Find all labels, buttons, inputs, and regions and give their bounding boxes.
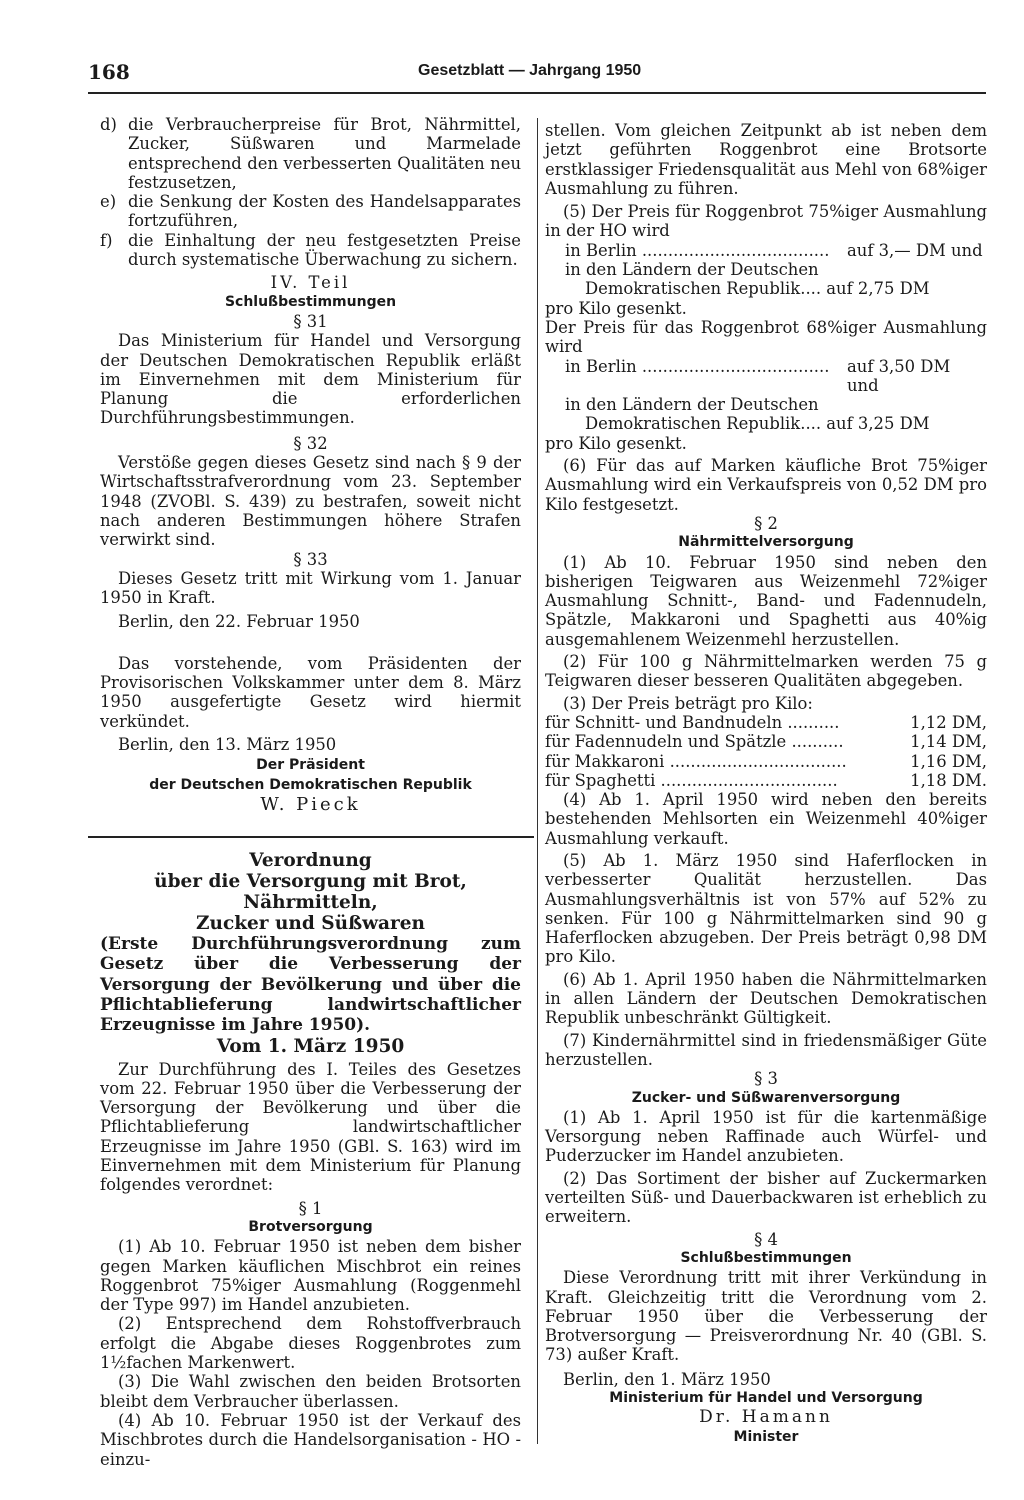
- price-list-row: [545, 752, 987, 771]
- paragraph-text: stellen. Vom gleichen Zeitpunkt ab ist neben dem jetzt geführten Roggenbrot eine Brotsorte erstklassiger Friedensqualität aus Mehl von 68%iger Ausmahlung zu führen.: [545, 121, 987, 198]
- date-line: Berlin, den 13. März 1950: [118, 734, 337, 754]
- paragraph-number: § 33: [293, 549, 328, 569]
- part-heading: IV. Teil: [270, 273, 351, 293]
- section-heading: Zucker- und Süßwarenversorgung: [631, 1089, 901, 1106]
- paragraph-text: Dieses Gesetz tritt mit Wirkung vom 1. Januar 1950 in Kraft.: [100, 568, 521, 608]
- paragraph-text: (4) Ab 10. Februar 1950 ist der Verkauf des Mischbrotes durch die Handelsorganisation - HO - einzu-: [100, 1410, 521, 1469]
- paragraph-text: (2) Entsprechend dem Rohstoffverbrauch erfolgt die Abgabe dieses Roggenbrotes zum 1½fachen Markenwert.: [100, 1314, 521, 1373]
- section-heading: Brotversorgung: [248, 1218, 373, 1235]
- signer-name: Dr. Hamann: [699, 1407, 833, 1428]
- paragraph-number: § 1: [298, 1198, 323, 1218]
- paragraph-text: pro Kilo gesenkt.: [545, 433, 687, 453]
- list-text: die Verbraucherpreise für Brot, Nährmittel, Zucker, Süßwaren und Marmelade entsprechend den verbesserten Qualitäten neu festzusetzen,: [128, 115, 521, 192]
- date-line: Berlin, den 22. Februar 1950: [118, 612, 360, 632]
- price-row: [545, 260, 987, 279]
- paragraph-text: Diese Verordnung tritt mit ihrer Verkündung in Kraft. Gleichzeitig tritt die Verordnung vom 2. Februar 1950 über die Verbesserung der Brotversorgung — Preisverordnung Nr. 40 (GBl. S. 73) außer Kraft.: [545, 1268, 987, 1365]
- list-item: [100, 192, 521, 231]
- price-value: 1,18 DM.: [910, 770, 987, 790]
- left-column: [100, 115, 521, 1469]
- ordinance-title: über die Versorgung mit Brot, Nährmitteln,: [154, 871, 467, 914]
- price-row: [545, 279, 987, 298]
- list-item: [100, 231, 521, 270]
- price-value: auf 3,50 DM und: [847, 356, 951, 395]
- list-marker: d): [100, 115, 117, 134]
- price-location: in den Ländern der Deutschen: [565, 260, 819, 280]
- page-number: 168: [88, 60, 130, 84]
- price-value: 1,12 DM,: [910, 712, 987, 732]
- paragraph-text: Das Ministerium für Handel und Versorgung der Deutschen Demokratischen Republik erläßt im Einvernehmen mit dem Ministerium für Planung die erforderlichen Durchführungsbestimmungen.: [100, 331, 521, 428]
- paragraph-number: § 31: [293, 311, 328, 331]
- price-list-row: [545, 732, 987, 751]
- paragraph-text: (5) Ab 1. März 1950 sind Haferflocken in verbesserter Qualität herzustellen. Das Ausmahlungsverhältnis ist von 57% auf 52% zu senken. Für 100 g Nährmittelmarken sind 90 g Haferflocken abzugeben. Der Preis beträgt 0,98 DM pro Kilo.: [545, 850, 987, 967]
- paragraph-number: § 3: [754, 1069, 778, 1089]
- paragraph-text: (4) Ab 1. April 1950 wird neben den bereits bestehenden Mehlsorten ein Weizenmehl 40%iger Ausmahlung verkauft.: [545, 790, 987, 848]
- paragraph-text: (2) Das Sortiment der bisher auf Zuckermarken verteilten Süß- und Dauerbackwaren ist erheblich zu erweitern.: [545, 1168, 987, 1227]
- price-list-row: [545, 713, 987, 732]
- signer-role: Der Präsident: [256, 757, 365, 774]
- price-row: [545, 414, 987, 433]
- paragraph-text: (6) Ab 1. April 1950 haben die Nährmittelmarken in allen Ländern der Deutschen Demokratischen Republik unbeschränkt Gültigkeit.: [545, 969, 987, 1028]
- paragraph-text: (3) Der Preis beträgt pro Kilo:: [563, 693, 813, 713]
- price-location: Demokratischen Republik.... auf 2,75 DM: [585, 279, 930, 299]
- paragraph-text: (5) Der Preis für Roggenbrot 75%iger Ausmahlung in der HO wird: [545, 202, 987, 241]
- page-header: [88, 58, 986, 94]
- paragraph-text: (6) Für das auf Marken käufliche Brot 75%iger Ausmahlung wird ein Verkaufspreis von 0,52 DM pro Kilo festgesetzt.: [545, 456, 987, 514]
- column-divider: [537, 118, 538, 1444]
- paragraph-text: (2) Für 100 g Nährmittelmarken werden 75 g Teigwaren dieser besseren Qualitäten abgegeben.: [545, 652, 987, 691]
- section-heading: Schlußbestimmungen: [680, 1249, 852, 1266]
- promulgation-text: Das vorstehende, vom Präsidenten der Provisorischen Volkskammer unter dem 8. März 1950 ausgefertigte Gesetz wird hiermit verkündet.: [100, 653, 521, 731]
- paragraph-number: § 32: [293, 433, 328, 453]
- signer-title: Minister: [733, 1428, 799, 1445]
- ordinance-title: Zucker und Süßwaren: [195, 913, 426, 935]
- list-marker: e): [100, 192, 117, 212]
- section-heading: Schlußbestimmungen: [224, 293, 397, 310]
- paragraph-number: § 2: [754, 513, 778, 533]
- paragraph-text: (7) Kindernährmittel sind in friedensmäßiger Güte herzustellen.: [545, 1030, 987, 1069]
- paragraph-text: (1) Ab 10. Februar 1950 sind neben den bisherigen Teigwaren aus Weizenmehl 72%iger Ausmahlung Schnitt-, Band- und Fadennudeln, Spätzle, Makkaroni und Spaghetti aus 40%ig ausgemahlenem Weizenmehl herzustellen.: [545, 552, 987, 649]
- price-location: in Berlin ....................................: [565, 240, 830, 260]
- paragraph-text: Der Preis für das Roggenbrot 68%iger Ausmahlung wird: [545, 317, 987, 357]
- price-item: für Makkaroni ..................................: [545, 751, 847, 771]
- price-location: in den Ländern der Deutschen: [565, 395, 819, 415]
- price-value: 1,16 DM,: [910, 751, 987, 771]
- running-title: Gesetzblatt — Jahrgang 1950: [418, 62, 642, 79]
- paragraph-text: (3) Die Wahl zwischen den beiden Brotsorten bleibt dem Verbraucher überlassen.: [100, 1372, 521, 1411]
- list-marker: f): [100, 230, 113, 250]
- price-item: für Fadennudeln und Spätzle ..........: [545, 732, 844, 752]
- section-heading: Nährmittelversorgung: [678, 534, 854, 551]
- price-row: [545, 241, 987, 260]
- ordinance-title: Verordnung: [249, 850, 372, 872]
- price-item: für Schnitt- und Bandnudeln ..........: [545, 712, 840, 732]
- ordinance-intro: Zur Durchführung des I. Teiles des Gesetzes vom 22. Februar 1950 über die Verbesserung der Versorgung der Bevölkerung und über die Pflichtablieferung landwirtschaftlicher Erzeugnisse im Jahre 1950 (GBl. S. 163) wird im Einvernehmen mit dem Ministerium für Planung folgendes verordnet:: [100, 1059, 521, 1195]
- list-text: die Senkung der Kosten des Handelsapparates fortzuführen,: [128, 192, 521, 231]
- list-item: [100, 115, 521, 192]
- price-location: Demokratischen Republik.... auf 3,25 DM: [585, 414, 930, 434]
- price-list-row: [545, 771, 987, 790]
- paragraph-text: (1) Ab 1. April 1950 ist für die kartenmäßige Versorgung neben Raffinade auch Würfel- und Puderzucker im Handel anzubieten.: [545, 1107, 987, 1166]
- paragraph-text: pro Kilo gesenkt.: [545, 298, 687, 318]
- right-column: [545, 121, 987, 1447]
- ordinance-date: Vom 1. März 1950: [216, 1035, 405, 1057]
- price-item: für Spaghetti ..................................: [545, 770, 838, 790]
- signer-name: W. Pieck: [260, 793, 361, 815]
- paragraph-number: § 4: [754, 1229, 778, 1249]
- list-text: die Einhaltung der neu festgesetzten Preise durch systematische Überwachung zu sichern.: [128, 230, 521, 270]
- date-line: Berlin, den 1. März 1950: [563, 1369, 771, 1389]
- price-row: [545, 395, 987, 414]
- price-value: 1,14 DM,: [910, 732, 987, 752]
- price-row: [545, 357, 987, 396]
- price-location: in Berlin ....................................: [565, 356, 830, 376]
- price-value: auf 3,— DM und: [847, 240, 983, 260]
- ordinance-subtitle: (Erste Durchführungsverordnung zum Gesetz über die Verbesserung der Versorgung der Bevölkerung und über die Pflichtablieferung landwirtschaftlicher Erzeugnisse im Jahre 1950).: [100, 934, 521, 1036]
- signer-role: der Deutschen Demokratischen Republik: [149, 776, 472, 793]
- paragraph-text: Verstöße gegen dieses Gesetz sind nach § 9 der Wirtschaftsstrafverordnung vom 23. September 1948 (ZVOBl. S. 439) zu bestrafen, soweit nicht nach anderen Bestimmungen höhere Strafen verwirkt sind.: [100, 453, 521, 550]
- paragraph-text: (1) Ab 10. Februar 1950 ist neben dem bisher gegen Marken käuflichen Mischbrot ein reines Roggenbrot 75%iger Ausmahlung (Roggenmehl der Type 997) im Handel anzubieten.: [100, 1237, 521, 1315]
- signer-role: Ministerium für Handel und Versorgung: [609, 1390, 923, 1406]
